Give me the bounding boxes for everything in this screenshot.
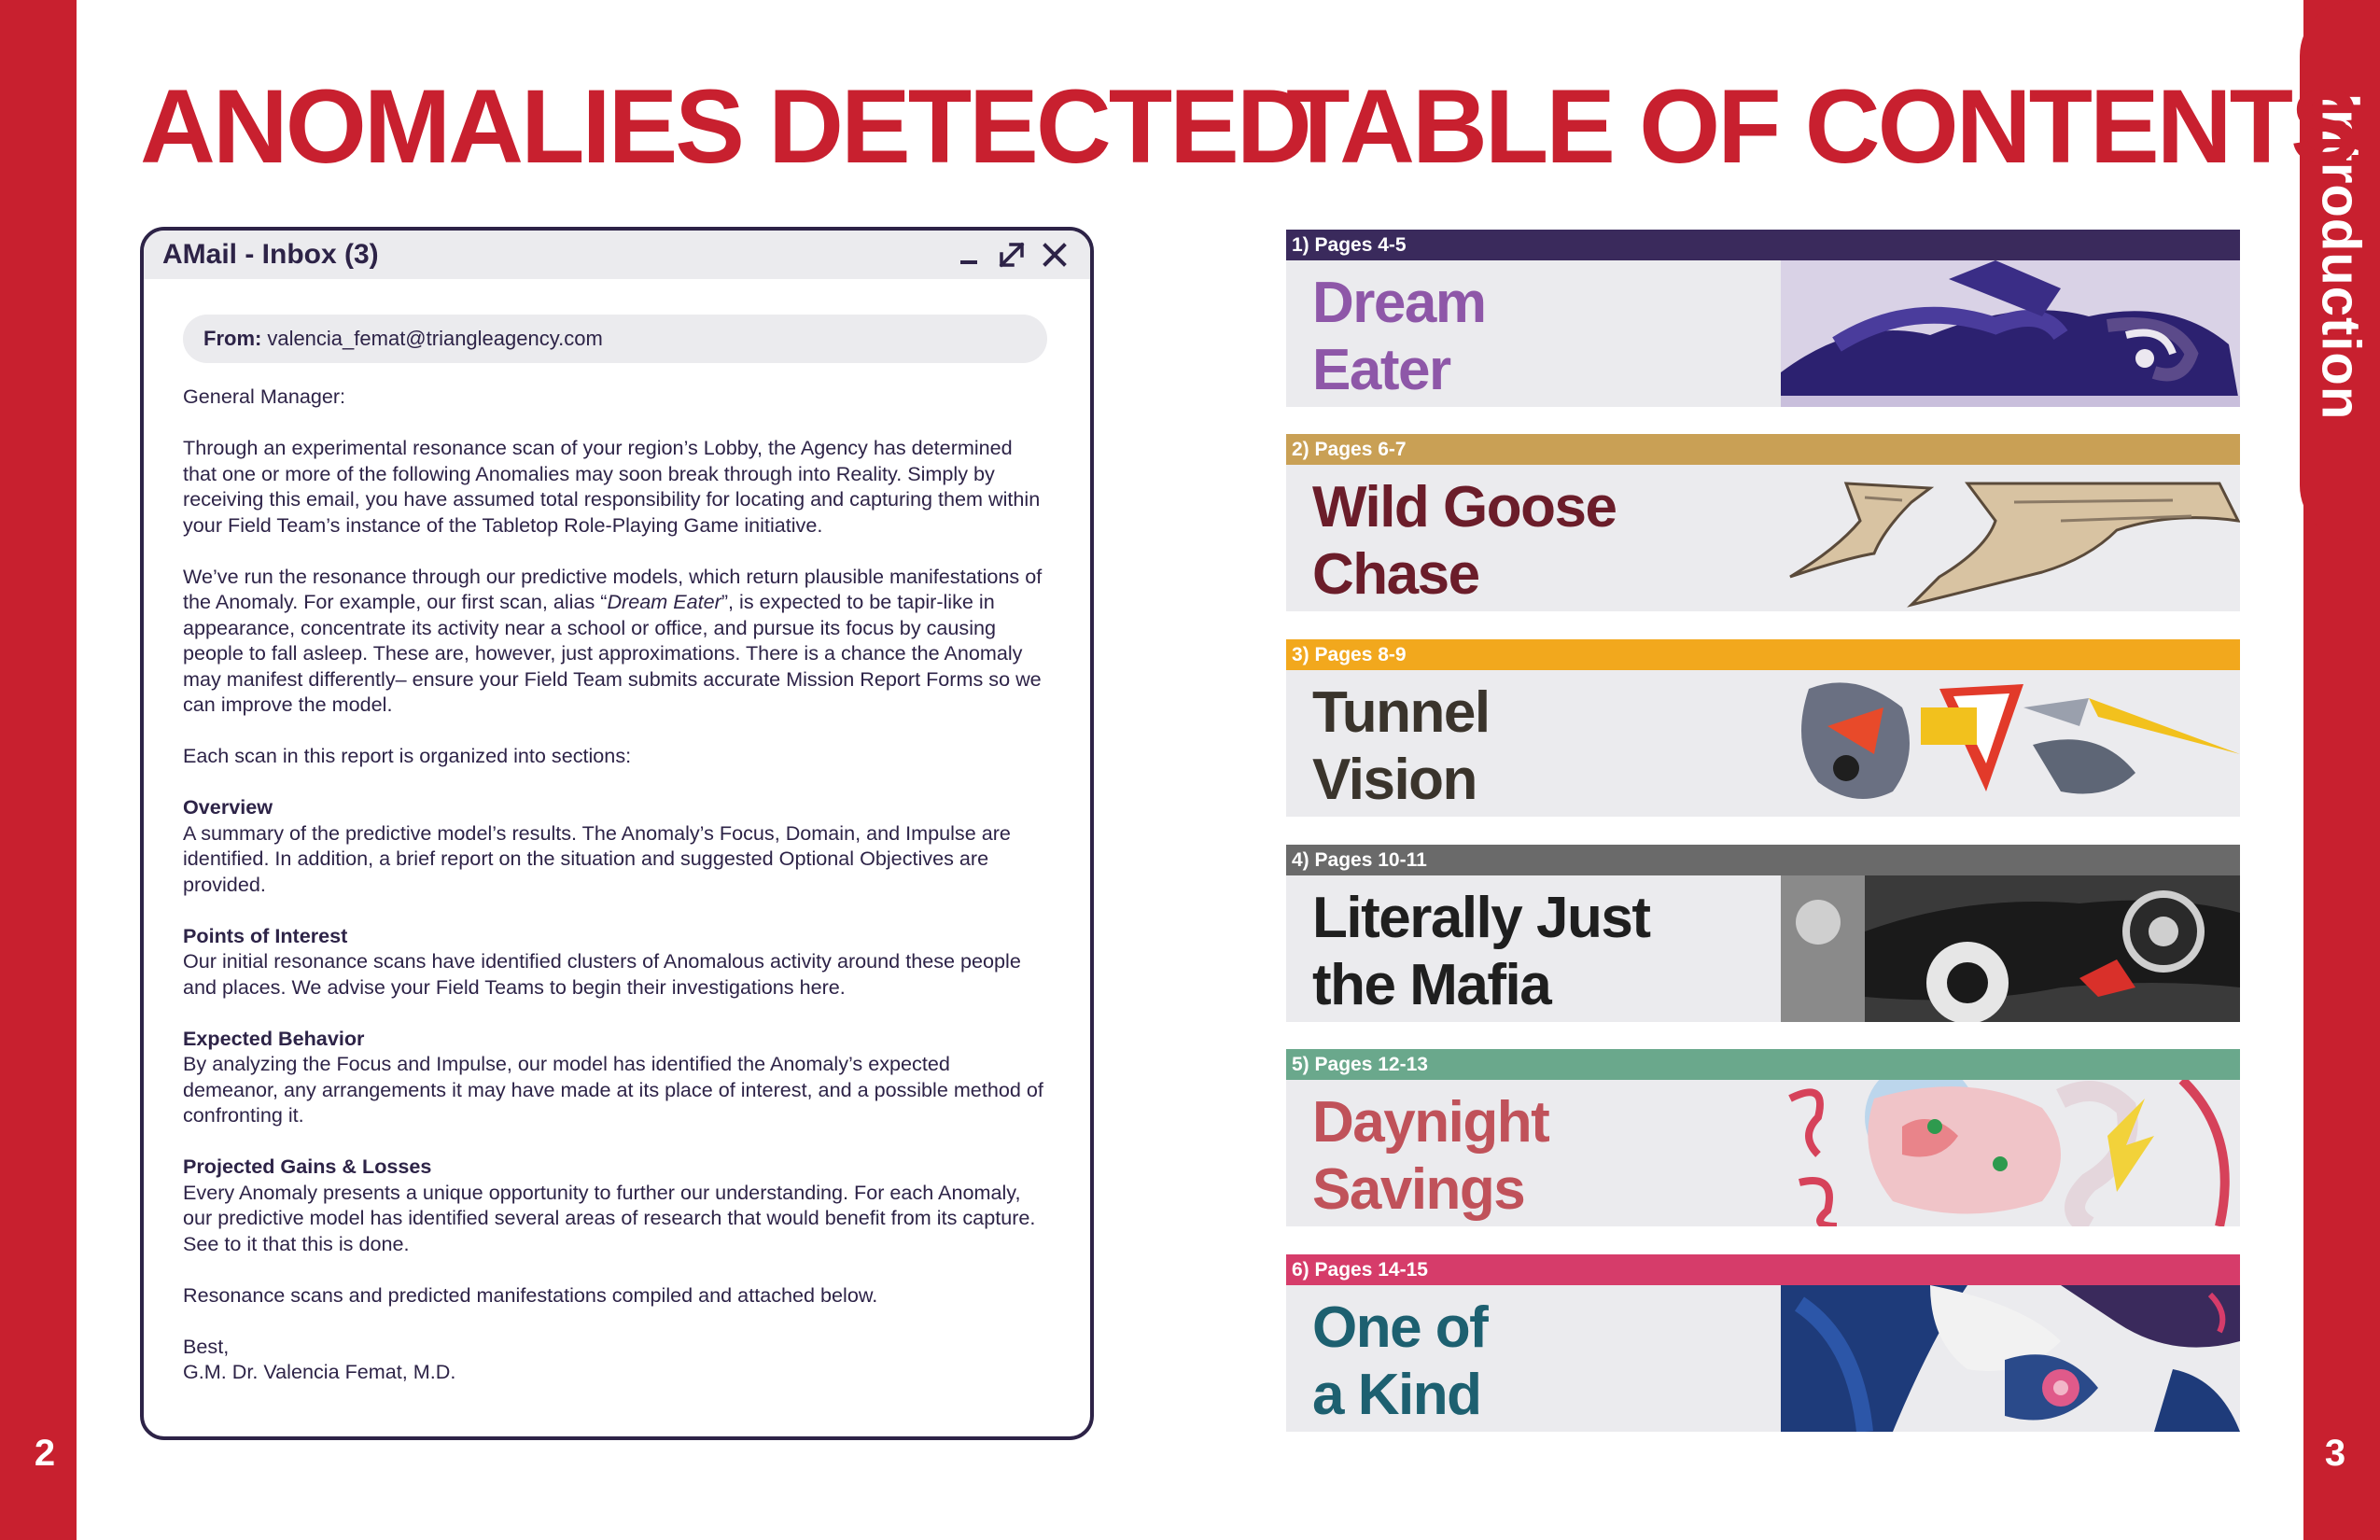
toc-entry-pages: 5) Pages 12-13 xyxy=(1286,1049,2240,1080)
email-paragraph: Each scan in this report is organized into sections: xyxy=(183,744,632,767)
email-paragraph: Through an experimental resonance scan of your region’s Lobby, the Agency has determined that one or more of the following Anomalies may soon break through into Reality. Simply by receiving this email, you have assumed total responsibility for locating and capturing them within your Field Team’s instance of the Tabletop Role-Playing Game initiative. xyxy=(183,436,1041,537)
email-window xyxy=(140,227,1094,1440)
page-number-right: 3 xyxy=(2303,1421,2367,1486)
toc-entry-literally-just-the-mafia[interactable] xyxy=(1286,845,2240,1022)
pink-creature-illustration xyxy=(1781,1080,2240,1226)
email-salutation: General Manager: xyxy=(183,385,346,408)
page-number-left: 2 xyxy=(13,1421,77,1486)
toc-entry-tunnel-vision[interactable] xyxy=(1286,639,2240,817)
toc-entry-title: One of a Kind xyxy=(1312,1295,1488,1427)
section-tab-label: Introduction xyxy=(2310,93,2372,421)
toc-entry-panel xyxy=(1286,1080,2240,1226)
toc-entry-panel xyxy=(1286,260,2240,407)
email-body xyxy=(144,363,1090,1385)
toc-entry-title: Literally Just the Mafia xyxy=(1312,886,1650,1017)
expand-icon[interactable] xyxy=(995,238,1029,272)
email-signature-block xyxy=(183,1334,1047,1385)
left-page-heading: ANOMALIES DETECTED xyxy=(140,68,1309,185)
toc-entry-pages: 4) Pages 10-11 xyxy=(1286,845,2240,875)
right-page-heading: TABLE OF CONTENTS xyxy=(1286,68,2358,185)
toc-entry-panel xyxy=(1286,875,2240,1022)
email-closing-line: Resonance scans and predicted manifestations compiled and attached below. xyxy=(183,1282,878,1307)
toc-entry-pages: 3) Pages 8-9 xyxy=(1286,639,2240,670)
email-paragraph xyxy=(183,564,1047,718)
toc-entry-daynight-savings[interactable] xyxy=(1286,1049,2240,1226)
toc-entry-title: Dream Eater xyxy=(1312,271,1486,402)
toc-entry-dream-eater[interactable] xyxy=(1286,230,2240,407)
email-section-text: Every Anomaly presents a unique opportunity to further our understanding. For each Anomaly, our predictive model has identified several areas of research that would benefit from its capture. See to it that this is done. xyxy=(183,1180,1036,1255)
toc-entry-one-of-a-kind[interactable] xyxy=(1286,1254,2240,1432)
email-text: ”, is expected to be tapir-like in appearance, concentrate its activity near a school or office, and pursue its focus by causing people to fall asleep. These are, however, just approximations. There is a chance the Anomaly may manifest differently– ensure your Field Team submits accurate Mission Report Forms so we can improve the model. xyxy=(183,590,1042,716)
toc-entry-title: Wild Goose Chase xyxy=(1312,475,1617,607)
from-label: From: xyxy=(203,327,262,350)
toc-entry-pages: 1) Pages 4-5 xyxy=(1286,230,2240,260)
email-window-title: AMail - Inbox (3) xyxy=(162,239,379,270)
toc-entry-panel xyxy=(1286,1285,2240,1432)
email-from-field xyxy=(183,315,1047,363)
email-emphasis: Dream Eater xyxy=(607,590,721,613)
toc-entry-panel xyxy=(1286,465,2240,611)
email-section xyxy=(183,1154,1047,1256)
email-signature: G.M. Dr. Valencia Femat, M.D. xyxy=(183,1360,456,1383)
email-section-title: Projected Gains & Losses xyxy=(183,1155,432,1178)
toc-entry-panel xyxy=(1286,670,2240,817)
email-section xyxy=(183,794,1047,897)
toc-entry-title: Tunnel Vision xyxy=(1312,680,1490,812)
email-section-title: Overview xyxy=(183,795,273,819)
toc-entry-wild-goose-chase[interactable] xyxy=(1286,434,2240,611)
email-section xyxy=(183,1026,1047,1128)
email-section-title: Expected Behavior xyxy=(183,1026,365,1050)
email-section-text: A summary of the predictive model’s results. The Anomaly’s Focus, Domain, and Impulse are identified. In addition, a brief report on the situation and suggested Optional Objectives are provided. xyxy=(183,820,1011,896)
mechanical-creature-illustration xyxy=(1781,670,2240,817)
email-section-text: By analyzing the Focus and Impulse, our model has identified the Anomaly’s expected demeanor, any arrangements it may have made at its place of interest, and a possible method of confronting it. xyxy=(183,1052,1043,1127)
close-icon[interactable] xyxy=(1038,238,1071,272)
from-address[interactable]: valencia_femat@triangleagency.com xyxy=(267,327,603,350)
left-page-border xyxy=(0,0,77,1540)
email-section xyxy=(183,923,1047,1001)
toc-entry-pages: 2) Pages 6-7 xyxy=(1286,434,2240,465)
email-section-title: Points of Interest xyxy=(183,923,348,947)
paper-scraps-illustration xyxy=(1781,465,2240,611)
black-car-illustration xyxy=(1781,875,2240,1022)
winged-creature-illustration xyxy=(1781,1285,2240,1432)
email-section-text: Our initial resonance scans have identified clusters of Anomalous activity around these people and places. We advise your Field Teams to begin their investigations here. xyxy=(183,949,1021,999)
minimize-icon[interactable] xyxy=(952,238,986,272)
toc-entry-pages: 6) Pages 14-15 xyxy=(1286,1254,2240,1285)
email-title-bar xyxy=(144,231,1090,279)
email-text: We’ve run the resonance through our predictive models, which return plausible manifestations of the Anomaly. For example, our first scan, alias “ xyxy=(183,564,1043,613)
email-signoff: Best, xyxy=(183,1334,230,1358)
toc-entry-title: Daynight Savings xyxy=(1312,1090,1549,1222)
tapir-creature-illustration xyxy=(1781,260,2240,407)
